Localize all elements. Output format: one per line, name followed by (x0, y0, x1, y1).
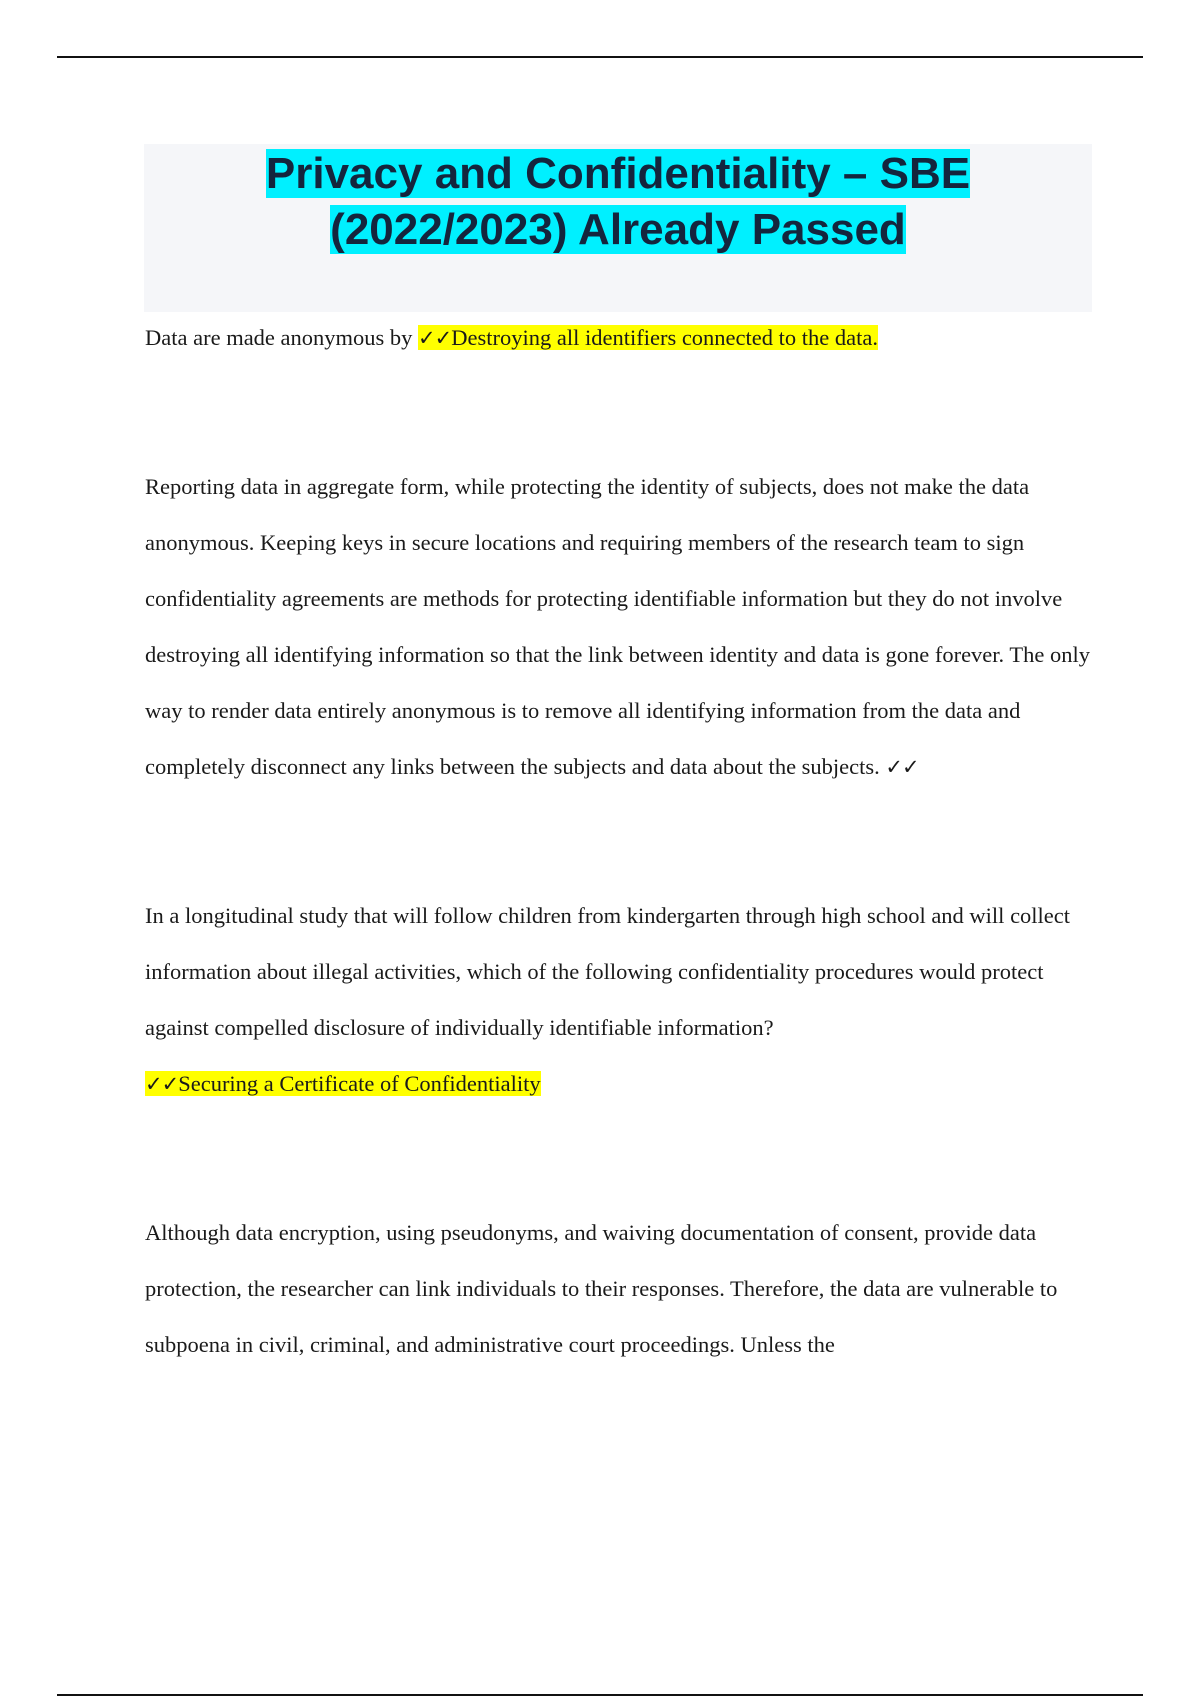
spacer (145, 795, 1095, 888)
document-body (145, 310, 1095, 1373)
explanation-1-text: Reporting data in aggregate form, while protecting the identity of subjects, does not make the data anonymous. Keeping keys in secure locations and requiring members of the research team to sign confidentiality agreements are methods for protecting identifiable information but they do not involve destroying all identifying information so that the link between identity and data is gone forever. The only way to render data entirely anonymous is to remove all identifying information from the data and completely disconnect any links between the subjects and data about the subjects. (145, 474, 1090, 779)
document-title (144, 144, 1092, 258)
explanation-2-text: Although data encryption, using pseudonyms, and waiving documentation of consent, provide data protection, the researcher can link individuals to their responses. Therefore, the data are vulnerable to subpoena in civil, criminal, and administrative court proceedings. Unless the (145, 1220, 1058, 1357)
document-title-text: Privacy and Confidentiality – SBE (2022/2023) Already Passed (265, 149, 971, 254)
double-check-icon: ✓✓ (885, 755, 919, 779)
footer-rule (57, 1694, 1143, 1696)
spacer (145, 1112, 1095, 1205)
double-check-icon: ✓✓ (418, 326, 452, 350)
answer-2-text: Securing a Certificate of Confidentiality (178, 1071, 541, 1096)
explanation-2 (145, 1205, 1095, 1373)
answer-1-text: Destroying all identifiers connected to the data. (451, 325, 878, 350)
answer-1-highlight (418, 325, 878, 350)
explanation-1 (145, 459, 1095, 795)
title-banner (144, 144, 1092, 312)
double-check-icon: ✓✓ (145, 1072, 179, 1096)
header-rule (57, 56, 1143, 58)
question-2 (145, 888, 1095, 1056)
question-1-text: Data are made anonymous by (145, 325, 419, 350)
question-2-text: In a longitudinal study that will follow children from kindergarten through high school and will collect information about illegal activities, which of the following confidentiality procedures would protect against compelled disclosure of individually identifiable information? (145, 903, 1071, 1040)
answer-2-highlight (145, 1071, 541, 1096)
question-1 (145, 310, 1095, 366)
spacer (145, 366, 1095, 459)
answer-2 (145, 1056, 1095, 1112)
